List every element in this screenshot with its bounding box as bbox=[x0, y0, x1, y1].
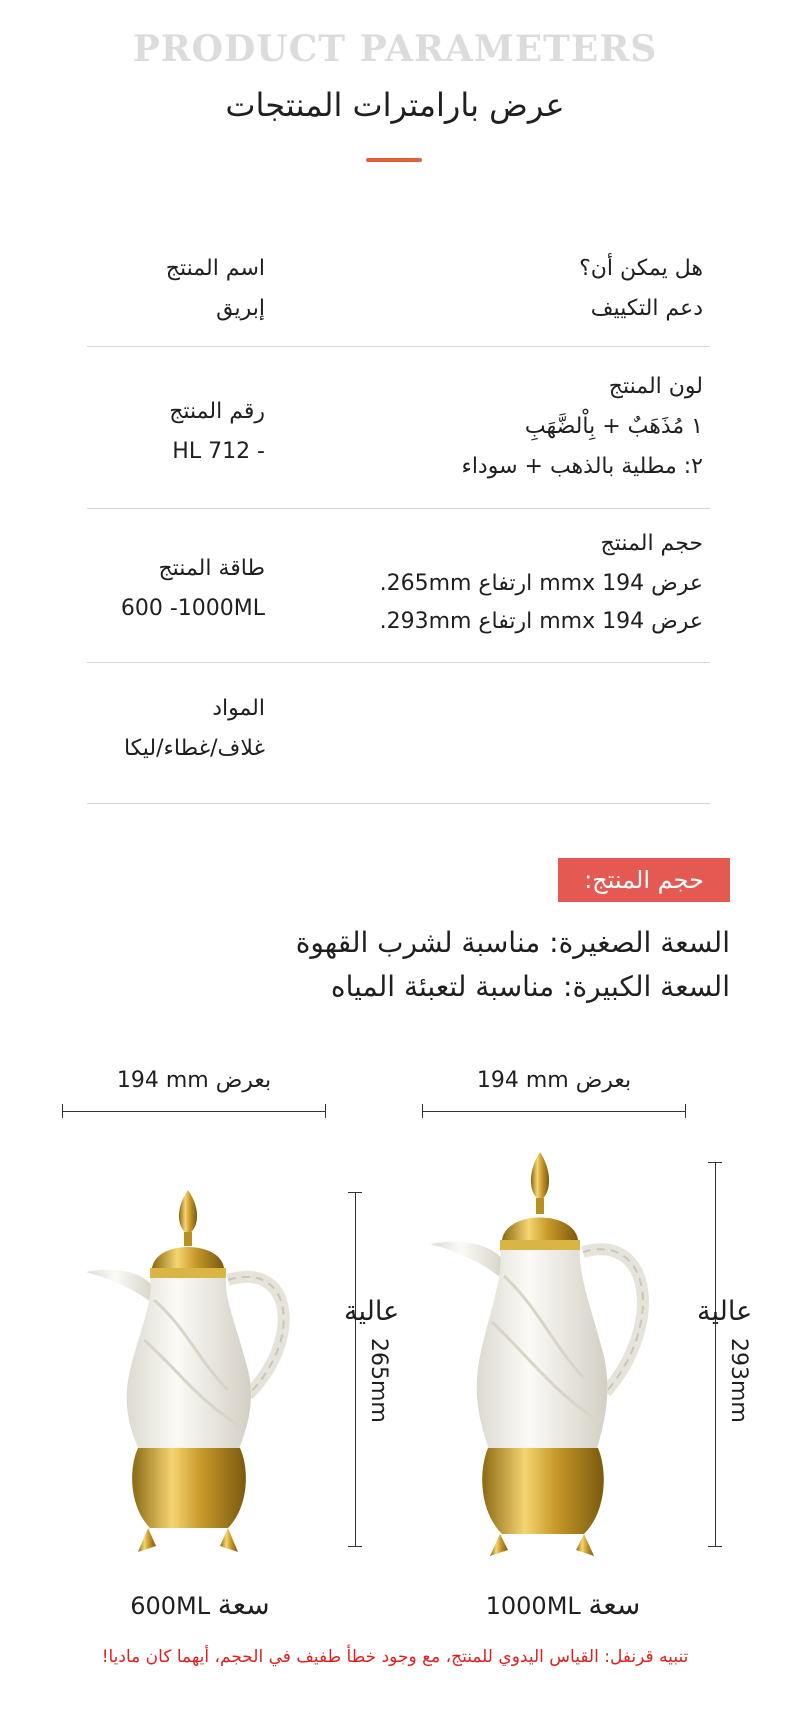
large-width-label: 194 mm بعرض bbox=[476, 1068, 632, 1093]
size-small-usage: السعة الصغيرة: مناسبة لشرب القهوة bbox=[295, 926, 730, 959]
table-divider bbox=[87, 803, 710, 804]
param-color-option-1: ١ مُذَهَبٌ + بِاْلضَّهَبِ bbox=[524, 414, 703, 439]
title-accent-line bbox=[366, 158, 422, 162]
large-width-line bbox=[422, 1111, 686, 1112]
small-height-value: 265mm bbox=[366, 1338, 391, 1423]
table-divider bbox=[87, 508, 710, 509]
param-name-label: اسم المنتج bbox=[165, 256, 265, 281]
measurement-note: تنبيه قرنفل: القياس اليدوي للمنتج، مع وجود خطأ طفيف في الحجم، أيهما كان ماديا! bbox=[101, 1647, 689, 1667]
small-width-label: 194 mm بعرض bbox=[116, 1068, 272, 1093]
large-coffee-pot-image bbox=[428, 1152, 678, 1562]
large-height-label: عالية bbox=[697, 1296, 753, 1327]
param-size-small: عرض 194 mmx ارتفاع 265mm. bbox=[379, 571, 703, 596]
small-height-tick bbox=[348, 1192, 362, 1193]
param-adaptation-value: دعم التكييف bbox=[590, 296, 703, 321]
large-height-value: 293mm bbox=[726, 1338, 751, 1423]
large-width-tick bbox=[685, 1104, 686, 1118]
small-width-tick bbox=[325, 1104, 326, 1118]
small-width-tick bbox=[62, 1104, 63, 1118]
small-height-tick bbox=[348, 1546, 362, 1547]
small-coffee-pot-image bbox=[78, 1190, 318, 1560]
param-number-value: HL 712 - bbox=[172, 439, 265, 464]
small-width-line bbox=[62, 1111, 326, 1112]
large-height-line bbox=[715, 1162, 716, 1547]
large-width-tick bbox=[422, 1104, 423, 1118]
param-material-label: المواد bbox=[212, 696, 265, 721]
table-divider bbox=[87, 346, 710, 347]
title-english: PRODUCT PARAMETERS bbox=[132, 28, 658, 70]
small-height-line bbox=[355, 1192, 356, 1547]
param-size-large: عرض 194 mmx ارتفاع 293mm. bbox=[379, 609, 703, 634]
param-size-label: حجم المنتج bbox=[600, 531, 703, 556]
large-height-tick bbox=[708, 1162, 722, 1163]
param-name-value: إبريق bbox=[216, 296, 265, 321]
param-capacity-label: طاقة المنتج bbox=[158, 556, 265, 581]
param-capacity-value: 600 -1000ML bbox=[120, 596, 265, 621]
small-height-label: عالية bbox=[344, 1296, 400, 1327]
size-large-usage: السعة الكبيرة: مناسبة لتعبئة المياه bbox=[330, 970, 730, 1003]
param-color-label: لون المنتج bbox=[608, 374, 703, 399]
param-material-value: غلاف/غطاء/ليكا bbox=[123, 736, 265, 761]
param-number-label: رقم المنتج bbox=[169, 399, 265, 424]
large-height-tick bbox=[708, 1546, 722, 1547]
param-color-option-2: ٢: مطلية بالذهب + سوداء bbox=[461, 454, 703, 479]
small-capacity-caption: 600ML سعة bbox=[130, 1588, 270, 1621]
large-capacity-caption: 1000ML سعة bbox=[485, 1588, 641, 1621]
param-adaptation-label: هل يمكن أن؟ bbox=[579, 256, 703, 281]
table-divider bbox=[87, 662, 710, 663]
title-arabic: عرض بارامترات المنتجات bbox=[225, 86, 565, 124]
size-section-badge: حجم المنتج: bbox=[558, 858, 730, 902]
